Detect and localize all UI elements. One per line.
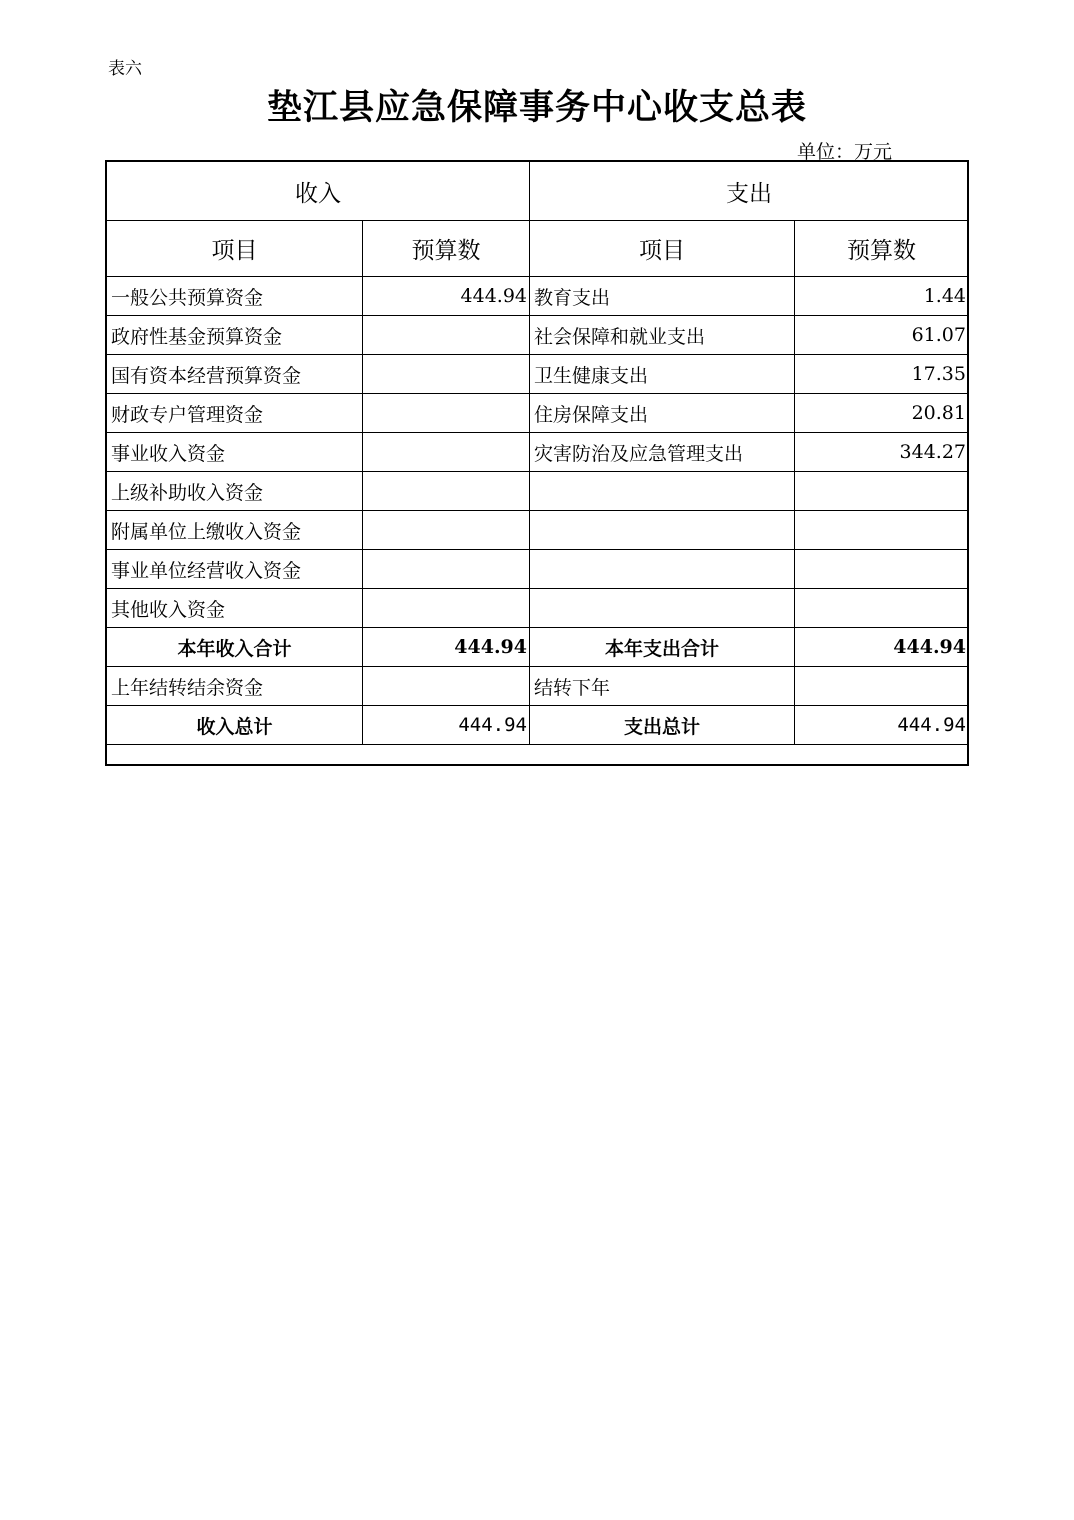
expense-section-header: 支出 <box>530 162 969 221</box>
income-section-header: 收入 <box>107 162 530 221</box>
expense-carryover-value <box>795 667 969 706</box>
expense-item <box>530 550 795 589</box>
table-row <box>107 277 969 316</box>
expense-value: 17.35 <box>795 355 969 394</box>
total-row <box>107 706 969 745</box>
table-row <box>107 355 969 394</box>
column-header-row <box>107 221 969 277</box>
page-title: 垫江县应急保障事务中心收支总表 <box>266 87 807 128</box>
expense-item <box>530 472 795 511</box>
expense-value: 344.27 <box>795 433 969 472</box>
expense-item: 社会保障和就业支出 <box>530 316 795 355</box>
income-total-value: 444.94 <box>363 706 530 745</box>
expense-value: 1.44 <box>795 277 969 316</box>
income-carryover-item: 上年结转结余资金 <box>107 667 363 706</box>
expense-total-value: 444.94 <box>795 706 969 745</box>
income-subtotal-label: 本年收入合计 <box>107 628 363 667</box>
income-value: 444.94 <box>363 277 530 316</box>
expense-item: 教育支出 <box>530 277 795 316</box>
expense-subtotal-value: 444.94 <box>795 628 969 667</box>
income-budget-header: 预算数 <box>363 221 530 277</box>
income-subtotal-value: 444.94 <box>363 628 530 667</box>
income-item-header: 项目 <box>107 221 363 277</box>
income-value <box>363 433 530 472</box>
carryover-row <box>107 667 969 706</box>
income-value <box>363 316 530 355</box>
expense-item: 住房保障支出 <box>530 394 795 433</box>
unit-label: 单位：万元 <box>797 141 893 163</box>
income-item: 一般公共预算资金 <box>107 277 363 316</box>
income-item: 财政专户管理资金 <box>107 394 363 433</box>
expense-budget-header: 预算数 <box>795 221 969 277</box>
table-row <box>107 316 969 355</box>
table-row <box>107 589 969 628</box>
budget-table <box>106 161 969 745</box>
income-value <box>363 472 530 511</box>
income-item: 上级补助收入资金 <box>107 472 363 511</box>
income-item: 其他收入资金 <box>107 589 363 628</box>
form-number: 表六 <box>108 59 142 79</box>
income-item: 事业收入资金 <box>107 433 363 472</box>
expense-item <box>530 589 795 628</box>
table-row <box>107 511 969 550</box>
income-value <box>363 550 530 589</box>
table-row <box>107 472 969 511</box>
table-row <box>107 550 969 589</box>
table-row <box>107 433 969 472</box>
section-header-row <box>107 162 969 221</box>
expense-value <box>795 472 969 511</box>
income-value <box>363 394 530 433</box>
expense-carryover-item: 结转下年 <box>530 667 795 706</box>
income-total-label: 收入总计 <box>107 706 363 745</box>
income-item: 政府性基金预算资金 <box>107 316 363 355</box>
income-value <box>363 511 530 550</box>
expense-value <box>795 589 969 628</box>
income-item: 事业单位经营收入资金 <box>107 550 363 589</box>
expense-subtotal-label: 本年支出合计 <box>530 628 795 667</box>
income-value <box>363 589 530 628</box>
expense-item <box>530 511 795 550</box>
expense-value <box>795 550 969 589</box>
expense-item: 灾害防治及应急管理支出 <box>530 433 795 472</box>
income-carryover-value <box>363 667 530 706</box>
table-row <box>107 394 969 433</box>
income-item: 附属单位上缴收入资金 <box>107 511 363 550</box>
income-value <box>363 355 530 394</box>
expense-total-label: 支出总计 <box>530 706 795 745</box>
income-item: 国有资本经营预算资金 <box>107 355 363 394</box>
expense-item-header: 项目 <box>530 221 795 277</box>
expense-item: 卫生健康支出 <box>530 355 795 394</box>
subtotal-row <box>107 628 969 667</box>
budget-table-body <box>107 162 969 745</box>
expense-value: 20.81 <box>795 394 969 433</box>
expense-value <box>795 511 969 550</box>
expense-value: 61.07 <box>795 316 969 355</box>
